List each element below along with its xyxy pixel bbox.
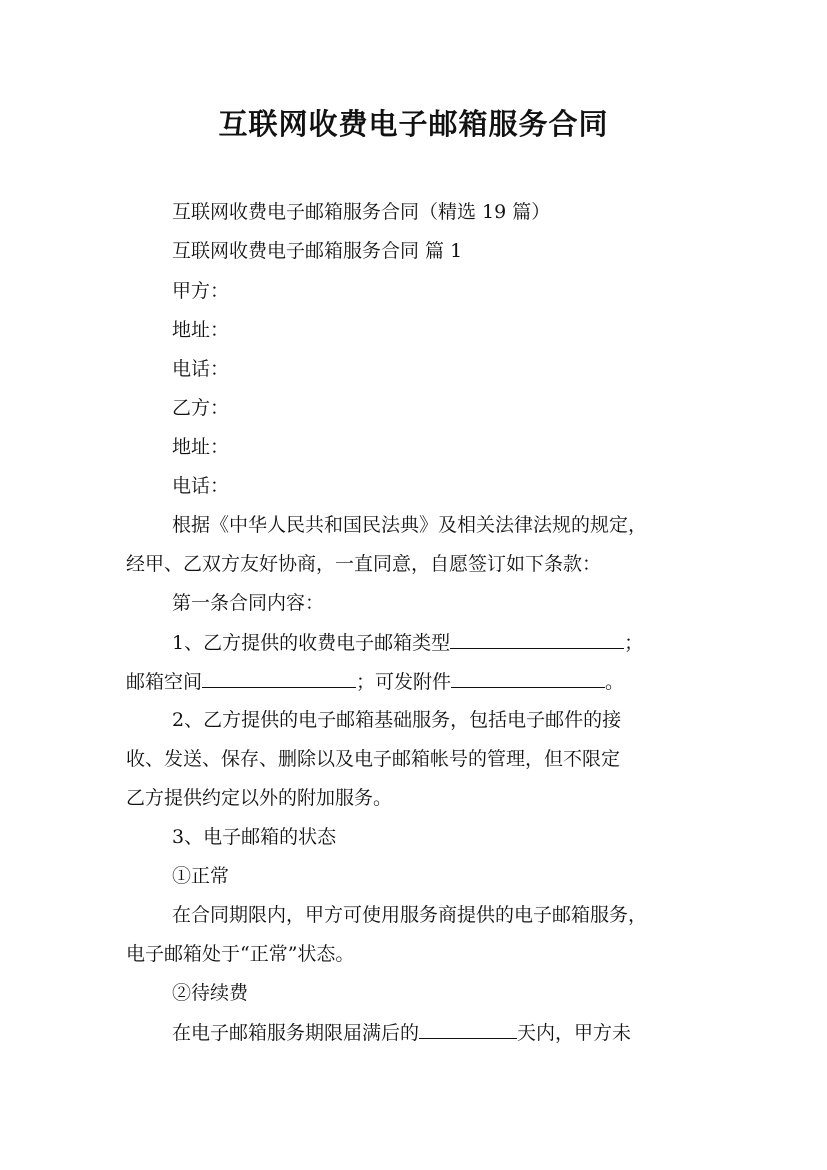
preamble-line-2: 经甲、乙双方友好协商，一直同意，自愿签订如下条款： bbox=[126, 553, 602, 575]
party-b-address: 地址： bbox=[172, 436, 230, 458]
party-b-phone: 电话： bbox=[172, 475, 230, 497]
preamble-line-1: 根据《中华人民共和国民法典》及相关法律法规的规定， bbox=[172, 514, 648, 536]
status-normal-label: ①正常 bbox=[172, 865, 230, 887]
chapter-heading: 互联网收费电子邮箱服务合同 篇 1 bbox=[172, 240, 463, 262]
item-3-heading: 3、电子邮箱的状态 bbox=[172, 826, 337, 848]
item-1-line-2 bbox=[126, 669, 624, 694]
party-b-label: 乙方： bbox=[172, 397, 230, 419]
party-a-phone: 电话： bbox=[172, 358, 230, 380]
item-1-text-d: ；可发附件 bbox=[356, 671, 452, 693]
item-1-text-a: 1、乙方提供的收费电子邮箱类型 bbox=[172, 632, 451, 654]
attachment-blank[interactable] bbox=[451, 669, 605, 688]
item-1-text-c: 邮箱空间 bbox=[126, 671, 203, 693]
item-1-text-b: ； bbox=[624, 632, 644, 654]
item-2-line-1: 2、乙方提供的电子邮箱基础服务，包括电子邮件的接 bbox=[172, 709, 622, 731]
email-type-blank[interactable] bbox=[450, 630, 624, 649]
document-title: 互联网收费电子邮箱服务合同 bbox=[218, 107, 609, 141]
mailbox-space-blank[interactable] bbox=[202, 669, 356, 688]
party-a-label: 甲方： bbox=[172, 280, 230, 302]
article-1-heading: 第一条合同内容： bbox=[172, 592, 325, 614]
status-renew-text-b: 天内，甲方未 bbox=[517, 1022, 632, 1044]
grace-days-blank[interactable] bbox=[419, 1020, 517, 1039]
status-renew-line-1 bbox=[172, 1020, 631, 1045]
item-1-text-e: 。 bbox=[605, 671, 625, 693]
status-renew-text-a: 在电子邮箱服务期限届满后的 bbox=[172, 1022, 420, 1044]
status-normal-line-2: 电子邮箱处于“正常”状态。 bbox=[126, 943, 355, 965]
item-2-line-3: 乙方提供约定以外的附加服务。 bbox=[126, 787, 393, 809]
subtitle: 互联网收费电子邮箱服务合同（精选 19 篇） bbox=[172, 201, 551, 223]
status-renew-label: ②待续费 bbox=[172, 982, 249, 1004]
status-normal-line-1: 在合同期限内，甲方可使用服务商提供的电子邮箱服务， bbox=[172, 904, 648, 926]
item-1-line-1 bbox=[172, 630, 643, 655]
party-a-address: 地址： bbox=[172, 319, 230, 341]
item-2-line-2: 收、发送、保存、删除以及电子邮箱帐号的管理，但不限定 bbox=[126, 748, 621, 770]
